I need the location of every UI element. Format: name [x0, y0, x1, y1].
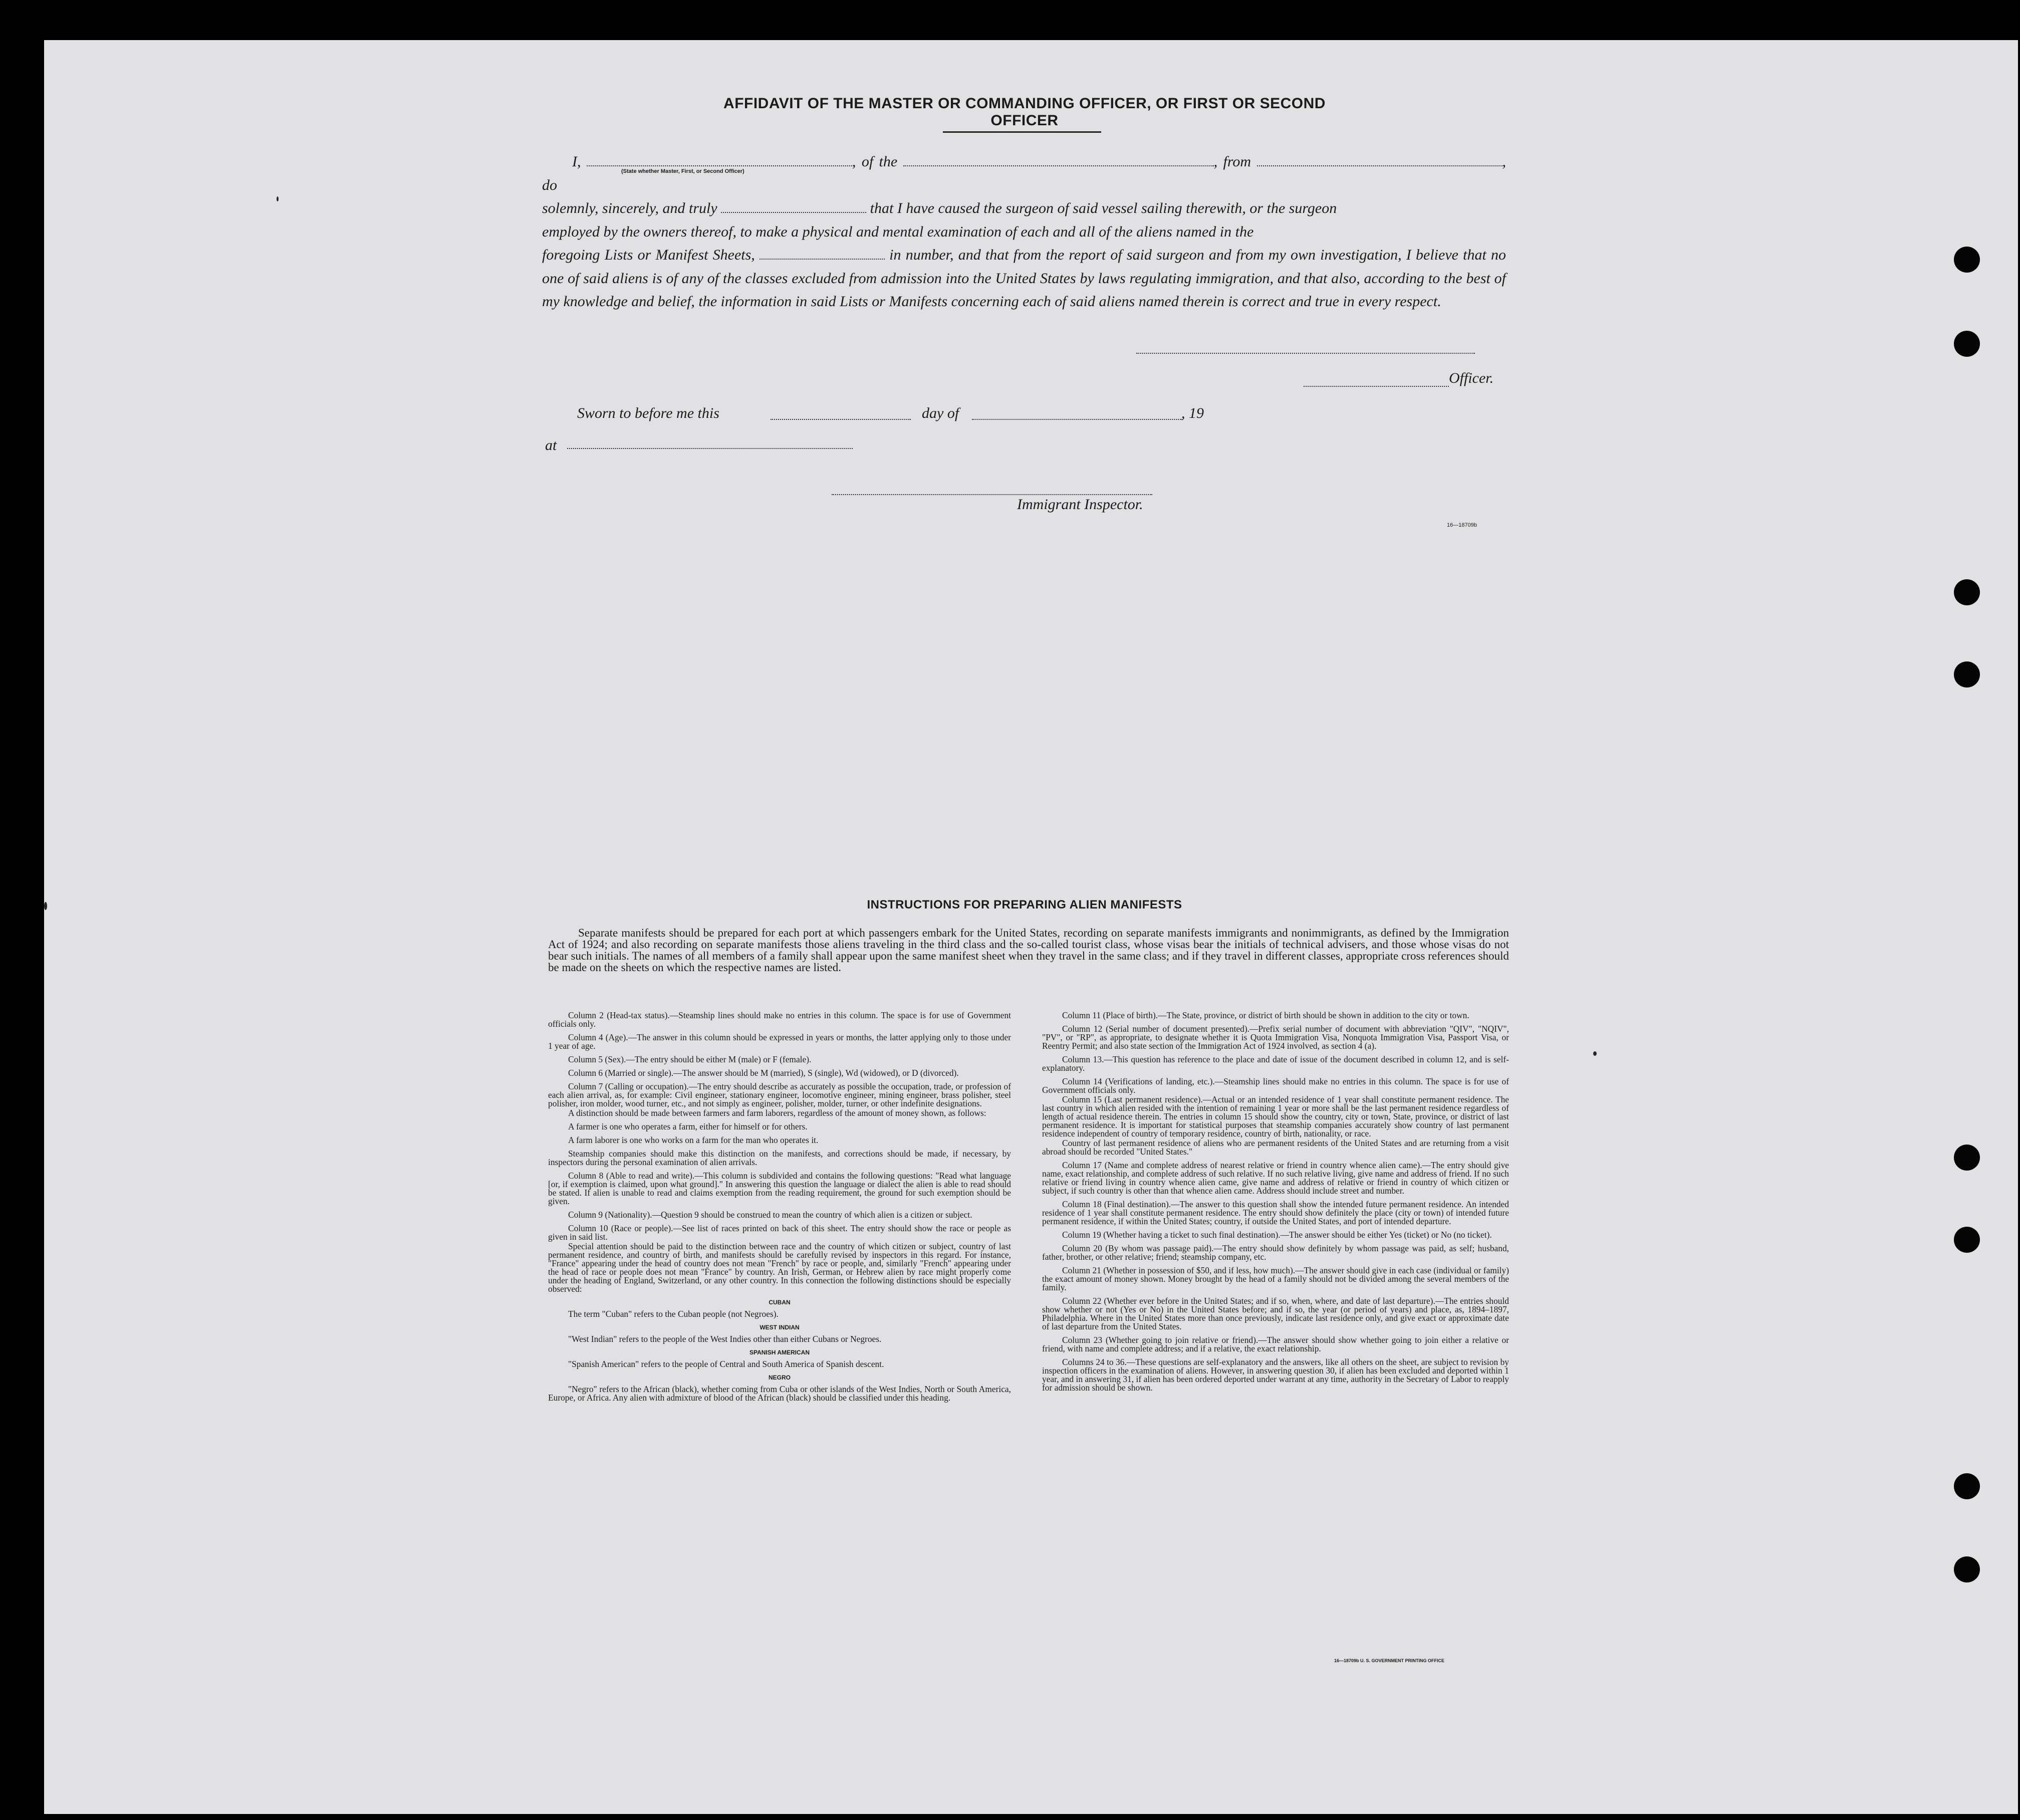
- column-11-note: Column 11 (Place of birth).—The State, province, or district of birth should be shown in addition to the city or town.: [1062, 1010, 1469, 1020]
- column-8-note: Column 8 (Able to read and write).—This column is subdivided and contains the following questions: "Read what language [or, if exemption is claimed, upon what ground]." In answering this question the language or dialect the alien is able to read should be stated. If alien is unable to read and claims exemption from the reading requirement, the ground for such exemption should be given.: [548, 1171, 1011, 1206]
- heading-spanish-american: SPANISH AMERICAN: [749, 1349, 810, 1356]
- affidavit-line4a: foregoing Lists or Manifest Sheets,: [542, 247, 755, 263]
- instructions-right-column: [1042, 1011, 1509, 1397]
- column-9-note: Column 9 (Nationality).—Question 9 should be construed to mean the country of which alien is a citizen or subject.: [568, 1210, 972, 1220]
- affidavit-from: , from: [1213, 153, 1251, 170]
- column-19-note: Column 19 (Whether having a ticket to such final destination).—The answer should be either Yes (ticket) or No (no ticket).: [1062, 1230, 1492, 1240]
- instructions-title: INSTRUCTIONS FOR PREPARING ALIEN MANIFESTS: [867, 898, 1182, 912]
- inspector-signature-line[interactable]: [832, 493, 1152, 495]
- printer-imprint: 16—18709b U. S. GOVERNMENT PRINTING OFFICE: [1334, 1658, 1445, 1663]
- column-4-note: Column 4 (Age).—The answer in this column should be expressed in years or months, the latter applying only to those under 1 year of age.: [548, 1032, 1011, 1051]
- binder-hole: [1954, 579, 1980, 605]
- heading-negro: NEGRO: [768, 1374, 791, 1381]
- spanish-american-definition: "Spanish American" refers to the people of Central and South America of Spanish descent.: [568, 1359, 884, 1369]
- binder-hole: [1954, 247, 1980, 273]
- column-2-note: Column 2 (Head-tax status).—Steamship lines should make no entries in this column. The space is for use of Government officials only.: [548, 1010, 1011, 1029]
- sworn-place-field[interactable]: [567, 447, 853, 449]
- instructions-left-column: [548, 1011, 1011, 1407]
- year-label: , 19: [1181, 405, 1204, 421]
- column-13-note: Column 13.—This question has reference to the place and date of issue of the document described in column 12, and is self-explanatory.: [1042, 1054, 1509, 1073]
- columns-24-36-note: Columns 24 to 36.—These questions are self-explanatory and the answers, like all others on the sheet, are subject to revision by inspection officers in the examination of aliens. However, in answering question 30, if alien has been excluded and deported within 1 year, and in answering 31, if alien has been ordered deported under warrant at any time, authority in the Secretary of Labor to reapply for admission should be shown.: [1042, 1357, 1509, 1393]
- farm-laborer-definition: A farm laborer is one who works on a farm for the man who operates it.: [568, 1135, 819, 1145]
- farmer-definition: A farmer is one who operates a farm, either for himself or for others.: [568, 1121, 808, 1131]
- binder-hole: [1954, 661, 1980, 688]
- cuban-definition: The term "Cuban" refers to the Cuban people (not Negroes).: [568, 1309, 779, 1319]
- west-indian-definition: "West Indian" refers to the people of the West Indies other than either Cubans or Negroes.: [568, 1334, 882, 1344]
- sworn-day-field[interactable]: [771, 418, 911, 420]
- heading-cuban: CUBAN: [769, 1299, 791, 1306]
- affidavit-line3: employed by the owners thereof, to make a physical and mental examination of each and all of the aliens named in the: [542, 223, 1254, 240]
- scan-speck: [44, 902, 47, 910]
- steamship-note: Steamship companies should make this distinction on the manifests, and corrections should be made, if necessary, by inspectors during the personal examination of alien arrivals.: [548, 1149, 1011, 1167]
- column-18-note: Column 18 (Final destination).—The answer to this question shall show the intended future permanent residence. An intended residence of 1 year shall constitute permanent residence. The entry should show definitely the place (city or town) of intended future permanent residence, if within the United States; country, if outside the United States, and port of intended departure.: [1042, 1199, 1509, 1226]
- column-7-note: Column 7 (Calling or occupation).—The entry should describe as accurately as possible the occupation, trade, or profession of each alien arrival, as, for example: Civil engineer, stationary engineer, locomotive engineer, mining engineer, brass polisher, steel polisher, iron molder, wood turner, etc., and not simply as engineer, polisher, molder, turner, or other indefinite designations.: [548, 1081, 1011, 1108]
- column-5-note: Column 5 (Sex).—The entry should be either M (male) or F (female).: [568, 1054, 812, 1064]
- affidavit-do: , do: [542, 153, 1506, 193]
- affidavit-line2a: solemnly, sincerely, and truly: [542, 200, 717, 216]
- affidavit-line4b: in number, and that from the report of said surgeon and from my own: [889, 247, 1316, 263]
- at-label: at: [545, 437, 557, 453]
- negro-definition: "Negro" refers to the African (black), whether coming from Cuba or other islands of the West Indies, North or South America, Europe, or Africa. Any alien with admixture of blood of the African (black) should be classified under this heading.: [548, 1384, 1011, 1403]
- column-15-note: Column 15 (Last permanent residence).—Actual or an intended residence of 1 year shall constitute permanent residence. The last country in which alien resided with the intention of remaining 1 year or more shall be the last permanent residence regardless of length of actual residence therein. The entries in column 15 should show the country, city or town, State, province, or district of last permanent residence. It is important for statistical purposes that steamship companies accurately show country of last permanent residence independent of country of temporary residence, country of birth, nationality, or race.: [1042, 1094, 1509, 1139]
- instructions-intro: Separate manifests should be prepared for each port at which passengers embark for the United States, recording on separate manifests immigrants and nonimmigrants, as defined by the Immigration Act of 1924; and also recording on separate manifests those aliens traveling in the third class and the so-called tourist class, whose visas bear the initials of technical advisers, and those whose visas do not bear such initials. The names of all members of a family shall appear upon the same manifest sheet when they travel in the same class; and if they travel in different classes, appropriate cross references should be made on the sheets on which the respective names are listed.: [548, 927, 1509, 974]
- column-22-note: Column 22 (Whether ever before in the United States; and if so, when, where, and date of last departure).—The entries should show whether or not (Yes or No) in the United States before; and if so, the year (or period of years) and place, as, 1894–1897, Philadelphia. Where in the United States more than once previously, indicate last residence only, and give exact or approximate date of last departure from the United States.: [1042, 1296, 1509, 1331]
- special-attention-note: Special attention should be paid to the distinction between race and the country of which citizen or subject, country of last permanent residence, and country of birth, and manifests should be carefully revised by inspectors in this regard. For instance, "France" appearing under the head of country does not mean "French" by race or people, and, similarly "French" appearing under the head of race or people does not mean "France" by country. An Irish, German, or Hebrew alien by race might properly come under the heading of England, Switzerland, or any other country. In this connection the following distinctions should be especially observed:: [548, 1241, 1011, 1294]
- binder-hole: [1954, 1473, 1980, 1499]
- sworn-month-field[interactable]: [972, 418, 1182, 420]
- form-number: 16—18709b: [1447, 522, 1477, 528]
- affidavit-i: I,: [572, 153, 581, 170]
- affidavit-line2b: that I have caused the surgeon of said vessel sailing therewith, or the surgeon: [870, 200, 1337, 216]
- column-20-note: Column 20 (By whom was passage paid).—The entry should show definitely by whom passage was paid, as self; husband, father, brother, or other relative; friend; steamship company, etc.: [1042, 1243, 1509, 1262]
- column-23-note: Column 23 (Whether going to join relative or friend).—The answer should show whether going to join either a relative or friend, with name and complete address; and if a relative, the exact relationship.: [1042, 1335, 1509, 1353]
- column-6-note: Column 6 (Married or single).—The answer should be M (married), S (single), Wd (widowed), or D (divorced).: [568, 1068, 959, 1078]
- column-12-note: Column 12 (Serial number of document presented).—Prefix serial number of document with abbreviation "QIV", "NQIV", "PV", or "RP", as appropriate, to designate whether it is Quota Immigration Visa, Nonquota Immigration Visa, Passport Visa, or Reentry Permit; and also state section of the Immigration Act of 1924 involved, as section 4 (a).: [1042, 1024, 1509, 1051]
- affidavit-of-the: , of the: [852, 153, 898, 170]
- officer-signature-line-1[interactable]: [1136, 352, 1475, 354]
- surgeon-name-field[interactable]: [721, 203, 866, 213]
- officer-rank-field[interactable]: [587, 156, 852, 166]
- day-of-label: day of: [922, 405, 959, 421]
- departure-port-field[interactable]: [1257, 156, 1502, 166]
- binder-hole: [1954, 1556, 1980, 1582]
- sworn-label: Sworn to before me this: [577, 405, 719, 421]
- country-residence-note: Country of last permanent residence of aliens who are permanent residents of the United States and are returning from a visit abroad should be recorded "United States.": [1042, 1138, 1509, 1157]
- vessel-name-field[interactable]: [903, 156, 1214, 166]
- scan-speck: [1593, 1051, 1597, 1056]
- affidavit-line5: investigation, I believe that no one of said aliens is of any of the classes excluded from admission into the United States by laws regulating immigration, and that also, according to the best of my knowledge and belief, the information in said Lists or Manifests concerning each of said aliens named therein is correct and true in every respect.: [542, 247, 1506, 310]
- column-21-note: Column 21 (Whether in possession of $50, and if less, how much).—The answer should give in each case (individual or family) the exact amount of money shown. Money brought by the head of a family should not be divided among the several members of the family.: [1042, 1265, 1509, 1292]
- column-17-note: Column 17 (Name and complete address of nearest relative or friend in country whence alien came).—The entry should give name, exact relationship, and complete address of such relative. If no such relative living, give name and address of friend. If no such relative or friend living in country whence alien came, give name and address of relative or friend in country of which citizen or subject, if such country is other than that whence alien came. Address should include street and number.: [1042, 1160, 1509, 1196]
- affidavit-title: AFFIDAVIT OF THE MASTER OR COMMANDING OFFICER, OR FIRST OR SECOND OFFICER: [723, 95, 1326, 129]
- heading-west-indian: WEST INDIAN: [760, 1324, 800, 1331]
- binder-hole: [1954, 1145, 1980, 1171]
- officer-label: Officer.: [1449, 370, 1494, 386]
- alien-count-field[interactable]: [760, 250, 885, 260]
- farmer-distinction: A distinction should be made between farmers and farm laborers, regardless of the amount of money shown, as follows:: [568, 1108, 986, 1118]
- binder-hole: [1954, 1227, 1980, 1253]
- binder-hole: [1954, 331, 1980, 357]
- inspector-label: Immigrant Inspector.: [1017, 496, 1143, 513]
- column-10-note: Column 10 (Race or people).—See list of races printed on back of this sheet. The entry should show the race or people as given in said list.: [548, 1223, 1011, 1242]
- affidavit-body: [542, 150, 1506, 314]
- scan-speck: [277, 196, 279, 201]
- title-divider: [943, 131, 1101, 133]
- state-note: (State whether Master, First, or Second Officer): [621, 168, 744, 174]
- column-14-note: Column 14 (Verifications of landing, etc.).—Steamship lines should make no entries in this column. The space is for use of Government officials only.: [1042, 1076, 1509, 1095]
- officer-signature-line-2[interactable]: [1304, 385, 1449, 387]
